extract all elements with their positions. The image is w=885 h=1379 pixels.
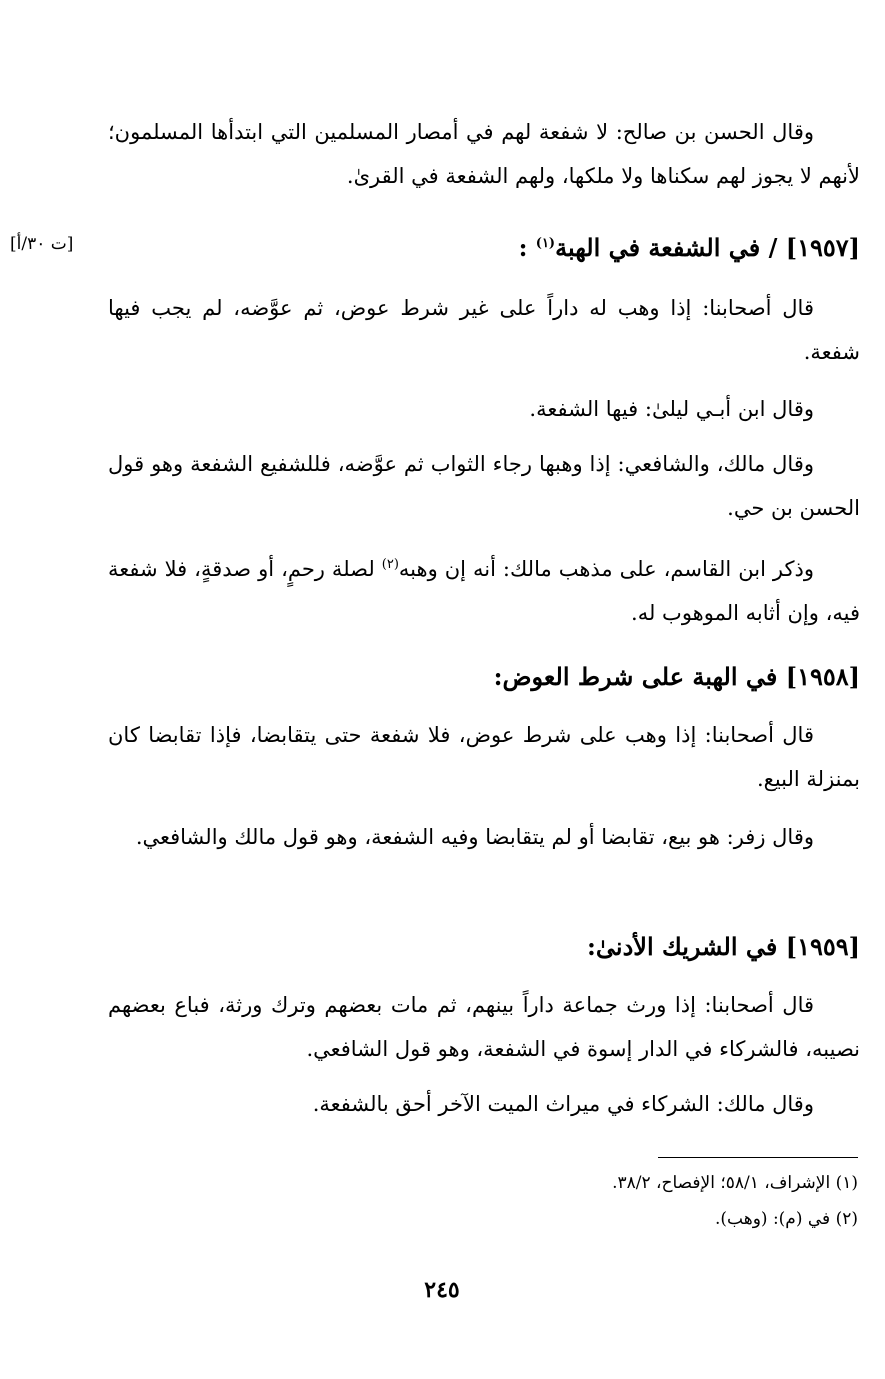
footnote-marker: (١) bbox=[535, 236, 556, 251]
paragraph-text: وقال مالك، والشافعي: إذا وهبها رجاء الثواب ثم عوَّضه، فللشفيع الشفعة وهو قول الحسن بن حي. bbox=[108, 452, 860, 520]
section-heading-1959 bbox=[108, 925, 860, 969]
paragraph-text: قال أصحابنا: إذا وهب له داراً على غير شرط عوض، ثم عوَّضه، لم يجب فيها شفعة. bbox=[108, 296, 860, 364]
section-heading-1957 bbox=[108, 222, 860, 270]
paragraph-text: وقال مالك: الشركاء في ميراث الميت الآخر أحق بالشفعة. bbox=[312, 1092, 814, 1116]
folio-separator: / bbox=[768, 233, 778, 262]
paragraph-zufar bbox=[108, 815, 860, 859]
paragraph-text-cont: لصلة رحمٍ، أو صدقةٍ، فلا شفعة فيه، وإن أثابه الموهوب له. bbox=[108, 557, 860, 625]
footnote-2 bbox=[380, 1204, 858, 1234]
paragraph-hasan-bin-salih bbox=[108, 110, 860, 198]
footnote-marker: (٢) bbox=[381, 557, 399, 572]
paragraph-ibn-abi-layla bbox=[108, 387, 860, 431]
section-title: في الشريك الأدنىٰ: bbox=[587, 932, 778, 961]
paragraph-text: وذكر ابن القاسم، على مذهب مالك: أنه إن وهبه bbox=[398, 557, 814, 581]
page-number: ٢٤٥ bbox=[424, 1277, 460, 1303]
paragraph-malik-shafii bbox=[108, 442, 860, 530]
paragraph-ibn-al-qasim bbox=[108, 543, 860, 635]
section-number: [١٩٥٩] bbox=[785, 932, 860, 961]
footnote-text: الإشراف، ٥٨/١؛ الإفصاح، ٣٨/٢. bbox=[612, 1173, 831, 1193]
paragraph-text: قال أصحابنا: إذا وهب على شرط عوض، فلا شفعة حتى يتقابضا، فإذا تقابضا كان بمنزلة البيع. bbox=[108, 723, 860, 791]
paragraph-ashabuna-warith bbox=[108, 983, 860, 1071]
paragraph-text: قال أصحابنا: إذا ورث جماعة داراً بينهم، ثم مات بعضهم وترك ورثة، فباع بعضهم نصيبه، فالشركاء في الدار إسوة في الشفعة، وهو قول الشافعي. bbox=[108, 993, 860, 1061]
footnote-number: (٢) bbox=[835, 1209, 858, 1229]
section-number: [١٩٥٨] bbox=[785, 662, 860, 691]
footnote-divider bbox=[658, 1157, 858, 1158]
section-number: [١٩٥٧] bbox=[785, 233, 860, 262]
paragraph-ashabuna-hiba bbox=[108, 286, 860, 374]
footnote-number: (١) bbox=[835, 1173, 858, 1193]
section-title: في الشفعة في الهبة bbox=[555, 233, 761, 262]
heading-colon: : bbox=[518, 233, 528, 262]
footnote-text: في (م): (وهب). bbox=[715, 1209, 831, 1229]
paragraph-text: وقال الحسن بن صالح: لا شفعة لهم في أمصار المسلمين التي ابتدأها المسلمون؛ لأنهم لا يجوز لهم سكناها ولا ملكها، ولهم الشفعة في القرىٰ. bbox=[108, 120, 860, 188]
paragraph-malik-mirath bbox=[108, 1082, 860, 1126]
paragraph-text: وقال زفر: هو بيع، تقابضا أو لم يتقابضا وفيه الشفعة، وهو قول مالك والشافعي. bbox=[135, 825, 814, 849]
paragraph-text: وقال ابن أبـي ليلىٰ: فيها الشفعة. bbox=[529, 397, 814, 421]
margin-folio-reference: [ت ٣٠/أ] bbox=[10, 234, 74, 254]
footnote-1 bbox=[380, 1168, 858, 1198]
section-title: في الهبة على شرط العوض: bbox=[493, 662, 778, 691]
section-heading-1958 bbox=[108, 655, 860, 699]
paragraph-ashabuna-iwad bbox=[108, 713, 860, 801]
